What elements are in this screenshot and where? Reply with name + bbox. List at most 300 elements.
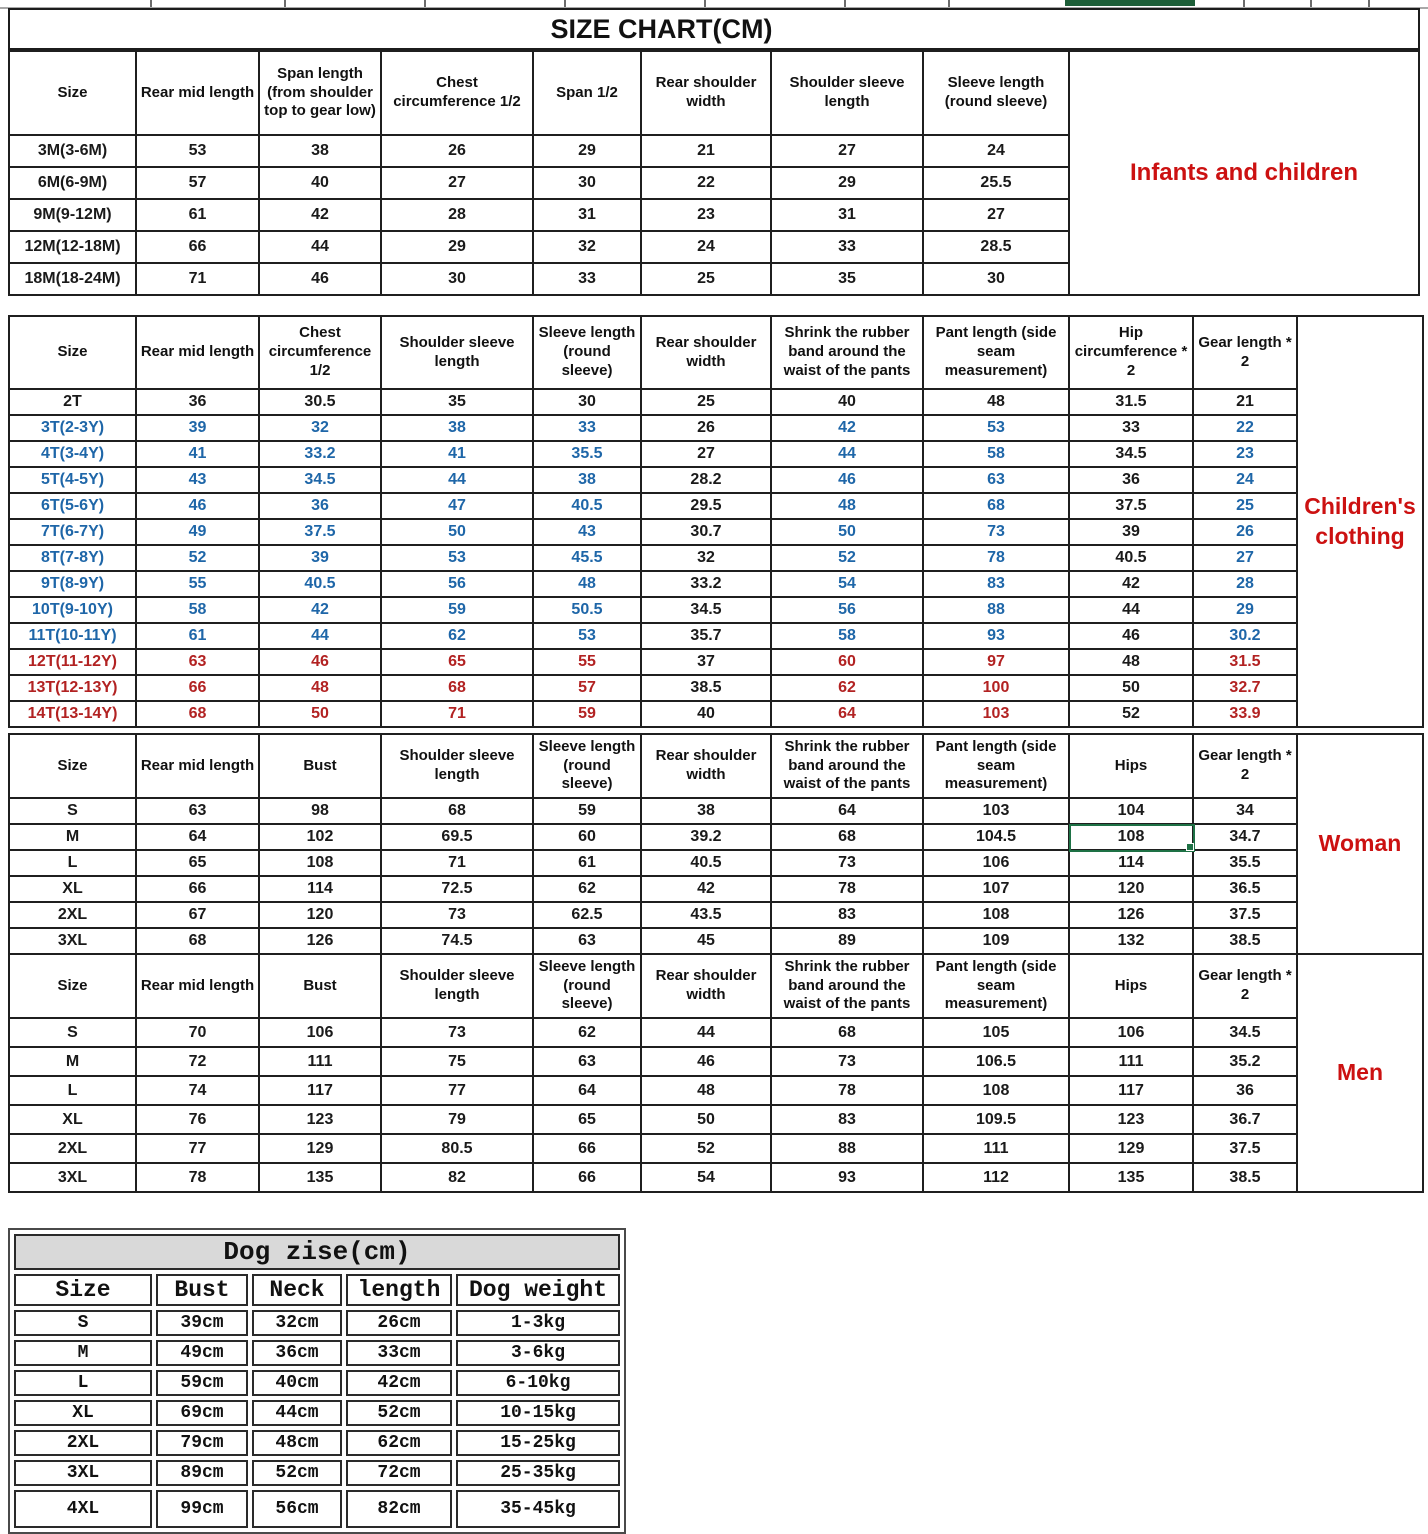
value-cell: 62 <box>382 624 534 650</box>
value-cell: 37.5 <box>1194 1135 1298 1164</box>
column-header: Shoulder sleeve length <box>382 735 534 799</box>
value-cell: 83 <box>924 572 1070 598</box>
value-cell: 88 <box>924 598 1070 624</box>
value-cell: 54 <box>642 1164 772 1193</box>
value-cell: 108 <box>924 1077 1070 1106</box>
value-cell: 107 <box>924 877 1070 903</box>
value-cell: 63 <box>137 799 260 825</box>
column-header: Pant length (side seam measurement) <box>924 955 1070 1019</box>
column-header: Sleeve length (round sleeve) <box>534 735 642 799</box>
table-row <box>10 650 1298 676</box>
value-cell: 104 <box>1070 799 1194 825</box>
value-cell: 34.5 <box>1070 442 1194 468</box>
value-cell: 103 <box>924 702 1070 728</box>
table-row <box>10 168 1070 200</box>
value-cell: 103 <box>924 799 1070 825</box>
value-cell: 32 <box>260 416 382 442</box>
value-cell: 48 <box>772 494 924 520</box>
value-cell: 22 <box>1194 416 1298 442</box>
value-cell: 42 <box>642 877 772 903</box>
size-cell: 6T(5-6Y) <box>10 494 137 520</box>
value-cell: 10-15kg <box>456 1400 620 1426</box>
value-cell: 79cm <box>156 1430 248 1456</box>
value-cell: 23 <box>1194 442 1298 468</box>
size-cell: 9T(8-9Y) <box>10 572 137 598</box>
value-cell: 64 <box>772 799 924 825</box>
value-cell: 129 <box>260 1135 382 1164</box>
column-header: Pant length (side seam measurement) <box>924 317 1070 390</box>
value-cell: 68 <box>137 929 260 955</box>
value-cell: 48 <box>924 390 1070 416</box>
selection-highlight-bar <box>1065 0 1195 6</box>
value-cell: 15-25kg <box>456 1430 620 1456</box>
column-header: Rear mid length <box>137 52 260 136</box>
adults-labels <box>1298 733 1424 1193</box>
value-cell: 83 <box>772 903 924 929</box>
gridline-tick <box>150 0 152 7</box>
table-row <box>14 1490 620 1528</box>
size-cell: 2XL <box>10 903 137 929</box>
value-cell: 39 <box>260 546 382 572</box>
table-row <box>10 136 1070 168</box>
value-cell: 114 <box>1070 851 1194 877</box>
table-row <box>10 929 1298 955</box>
value-cell: 40 <box>772 390 924 416</box>
value-cell: 66 <box>534 1164 642 1193</box>
column-header: Size <box>10 735 137 799</box>
value-cell: 36 <box>137 390 260 416</box>
value-cell: 44 <box>1070 598 1194 624</box>
value-cell: 37.5 <box>260 520 382 546</box>
table-row <box>10 624 1298 650</box>
value-cell: 109 <box>924 929 1070 955</box>
value-cell: 46 <box>1070 624 1194 650</box>
header-row <box>10 52 1070 136</box>
column-header: Span 1/2 <box>534 52 642 136</box>
size-cell: XL <box>14 1400 152 1426</box>
value-cell: 57 <box>534 676 642 702</box>
value-cell: 50.5 <box>534 598 642 624</box>
value-cell: 52 <box>642 1135 772 1164</box>
value-cell: 46 <box>772 468 924 494</box>
value-cell: 33 <box>534 416 642 442</box>
size-cell: 11T(10-11Y) <box>10 624 137 650</box>
value-cell: 106.5 <box>924 1048 1070 1077</box>
value-cell: 31.5 <box>1070 390 1194 416</box>
value-cell: 64 <box>772 702 924 728</box>
size-cell: 12T(11-12Y) <box>10 650 137 676</box>
value-cell: 25 <box>642 390 772 416</box>
value-cell: 32 <box>534 232 642 264</box>
value-cell: 62cm <box>346 1430 452 1456</box>
value-cell: 75 <box>382 1048 534 1077</box>
value-cell: 23 <box>642 200 772 232</box>
value-cell: 73 <box>924 520 1070 546</box>
woman-label <box>1296 733 1424 955</box>
value-cell: 61 <box>137 200 260 232</box>
value-cell: 66 <box>137 877 260 903</box>
value-cell: 108 <box>260 851 382 877</box>
value-cell: 68 <box>772 825 924 851</box>
children-label <box>1296 315 1424 728</box>
value-cell: 36.5 <box>1194 877 1298 903</box>
value-cell: 46 <box>137 494 260 520</box>
column-header: Rear mid length <box>137 955 260 1019</box>
value-cell: 80.5 <box>382 1135 534 1164</box>
value-cell: 135 <box>260 1164 382 1193</box>
value-cell: 73 <box>772 851 924 877</box>
value-cell: 41 <box>382 442 534 468</box>
value-cell: 72 <box>137 1048 260 1077</box>
table-row <box>10 1164 1298 1193</box>
value-cell: 59 <box>534 702 642 728</box>
value-cell: 65 <box>382 650 534 676</box>
value-cell: 21 <box>642 136 772 168</box>
value-cell: 26cm <box>346 1310 452 1336</box>
value-cell: 65 <box>137 851 260 877</box>
column-header: Gear length * 2 <box>1194 735 1298 799</box>
table-row <box>14 1400 620 1426</box>
value-cell: 21 <box>1194 390 1298 416</box>
column-header: Dog weight <box>456 1274 620 1306</box>
value-cell: 44 <box>260 232 382 264</box>
value-cell: 49 <box>137 520 260 546</box>
column-header: Chest circumference 1/2 <box>260 317 382 390</box>
value-cell: 45.5 <box>534 546 642 572</box>
gridline-tick <box>1310 0 1312 7</box>
value-cell: 44 <box>260 624 382 650</box>
value-cell: 27 <box>642 442 772 468</box>
value-cell: 58 <box>137 598 260 624</box>
table-row <box>10 1019 1298 1048</box>
table-row <box>10 520 1298 546</box>
value-cell: 105 <box>924 1019 1070 1048</box>
value-cell: 50 <box>772 520 924 546</box>
value-cell: 55 <box>137 572 260 598</box>
value-cell: 38 <box>260 136 382 168</box>
column-header: Hips <box>1070 735 1194 799</box>
gridline-tick <box>564 0 566 7</box>
value-cell: 43 <box>534 520 642 546</box>
value-cell: 70 <box>137 1019 260 1048</box>
value-cell: 102 <box>260 825 382 851</box>
value-cell: 44 <box>382 468 534 494</box>
size-cell: 3T(2-3Y) <box>10 416 137 442</box>
value-cell: 56 <box>382 572 534 598</box>
value-cell: 64 <box>137 825 260 851</box>
value-cell: 38 <box>642 799 772 825</box>
table-row <box>10 232 1070 264</box>
value-cell: 34.5 <box>642 598 772 624</box>
value-cell: 48cm <box>252 1430 342 1456</box>
chart-title-box <box>8 8 1420 50</box>
value-cell: 35.5 <box>1194 851 1298 877</box>
value-cell: 53 <box>137 136 260 168</box>
value-cell: 36cm <box>252 1340 342 1366</box>
value-cell: 25.5 <box>924 168 1070 200</box>
size-cell: 4XL <box>14 1490 152 1528</box>
value-cell: 36 <box>1070 468 1194 494</box>
value-cell: 98 <box>260 799 382 825</box>
value-cell: 42 <box>772 416 924 442</box>
value-cell: 34.5 <box>260 468 382 494</box>
size-cell: 6M(6-9M) <box>10 168 137 200</box>
value-cell: 39.2 <box>642 825 772 851</box>
value-cell: 77 <box>137 1135 260 1164</box>
dog-section <box>8 1228 626 1534</box>
infants-label <box>1068 50 1420 296</box>
value-cell: 71 <box>137 264 260 296</box>
size-cell: 2T <box>10 390 137 416</box>
value-cell: 65 <box>534 1106 642 1135</box>
value-cell: 56 <box>772 598 924 624</box>
column-header: Gear length * 2 <box>1194 955 1298 1019</box>
size-cell: M <box>14 1340 152 1366</box>
value-cell: 33 <box>1070 416 1194 442</box>
woman-size-table <box>8 733 1298 955</box>
value-cell: 100 <box>924 676 1070 702</box>
value-cell: 60 <box>534 825 642 851</box>
value-cell: 33 <box>772 232 924 264</box>
value-cell: 24 <box>1194 468 1298 494</box>
value-cell: 78 <box>137 1164 260 1193</box>
value-cell: 38.5 <box>1194 1164 1298 1193</box>
value-cell: 40.5 <box>260 572 382 598</box>
value-cell: 77 <box>382 1077 534 1106</box>
column-header: Rear mid length <box>137 317 260 390</box>
value-cell: 29.5 <box>642 494 772 520</box>
table-row <box>14 1370 620 1396</box>
value-cell: 28 <box>382 200 534 232</box>
value-cell: 58 <box>772 624 924 650</box>
value-cell: 32 <box>642 546 772 572</box>
active-cell: 108 <box>1070 825 1194 851</box>
column-header: Chest circumference 1/2 <box>382 52 534 136</box>
column-header: Shrink the rubber band around the waist of the pants <box>772 317 924 390</box>
column-header: Span length (from shoulder top to gear low) <box>260 52 382 136</box>
column-header: Rear shoulder width <box>642 317 772 390</box>
value-cell: 30.5 <box>260 390 382 416</box>
table-row <box>10 877 1298 903</box>
value-cell: 36 <box>260 494 382 520</box>
value-cell: 74.5 <box>382 929 534 955</box>
table-row <box>10 200 1070 232</box>
infants-size-table <box>8 50 1070 296</box>
value-cell: 53 <box>534 624 642 650</box>
value-cell: 68 <box>137 702 260 728</box>
value-cell: 46 <box>260 650 382 676</box>
value-cell: 52 <box>137 546 260 572</box>
table-row <box>14 1340 620 1366</box>
table-row <box>10 494 1298 520</box>
table-row <box>10 1077 1298 1106</box>
value-cell: 108 <box>924 903 1070 929</box>
table-row <box>10 903 1298 929</box>
value-cell: 27 <box>924 200 1070 232</box>
value-cell: 30.7 <box>642 520 772 546</box>
value-cell: 67 <box>137 903 260 929</box>
value-cell: 104.5 <box>924 825 1070 851</box>
value-cell: 24 <box>642 232 772 264</box>
size-cell: M <box>10 1048 137 1077</box>
value-cell: 36 <box>1194 1077 1298 1106</box>
value-cell: 66 <box>137 232 260 264</box>
men-label <box>1296 953 1424 1193</box>
value-cell: 39 <box>1070 520 1194 546</box>
value-cell: 66 <box>534 1135 642 1164</box>
header-row <box>10 317 1298 390</box>
value-cell: 48 <box>1070 650 1194 676</box>
value-cell: 89cm <box>156 1460 248 1486</box>
value-cell: 53 <box>382 546 534 572</box>
table-row <box>10 546 1298 572</box>
value-cell: 26 <box>642 416 772 442</box>
column-header: Rear mid length <box>137 735 260 799</box>
column-header: Shrink the rubber band around the waist of the pants <box>772 955 924 1019</box>
gridline-tick <box>424 0 426 7</box>
adults-tables <box>8 733 1298 1193</box>
value-cell: 29 <box>382 232 534 264</box>
value-cell: 62 <box>534 1019 642 1048</box>
column-header: Shoulder sleeve length <box>772 52 924 136</box>
column-header: Shoulder sleeve length <box>382 955 534 1019</box>
value-cell: 82 <box>382 1164 534 1193</box>
value-cell: 117 <box>260 1077 382 1106</box>
value-cell: 46 <box>260 264 382 296</box>
value-cell: 111 <box>924 1135 1070 1164</box>
size-cell: L <box>10 1077 137 1106</box>
size-cell: S <box>10 799 137 825</box>
value-cell: 39cm <box>156 1310 248 1336</box>
table-row <box>10 572 1298 598</box>
gridline-tick <box>844 0 846 7</box>
value-cell: 35.5 <box>534 442 642 468</box>
size-cell: 3M(3-6M) <box>10 136 137 168</box>
size-cell: 9M(9-12M) <box>10 200 137 232</box>
value-cell: 42cm <box>346 1370 452 1396</box>
column-header: Pant length (side seam measurement) <box>924 735 1070 799</box>
infants-label-text: Infants and children <box>1129 159 1359 187</box>
value-cell: 63 <box>924 468 1070 494</box>
column-header: Rear shoulder width <box>642 735 772 799</box>
size-cell: 4T(3-4Y) <box>10 442 137 468</box>
table-row <box>14 1310 620 1336</box>
value-cell: 33.9 <box>1194 702 1298 728</box>
value-cell: 63 <box>137 650 260 676</box>
size-cell: 10T(9-10Y) <box>10 598 137 624</box>
value-cell: 47 <box>382 494 534 520</box>
value-cell: 59 <box>534 799 642 825</box>
value-cell: 93 <box>772 1164 924 1193</box>
value-cell: 83 <box>772 1106 924 1135</box>
value-cell: 49cm <box>156 1340 248 1366</box>
column-header: Bust <box>260 735 382 799</box>
value-cell: 33 <box>534 264 642 296</box>
value-cell: 73 <box>382 1019 534 1048</box>
value-cell: 40 <box>260 168 382 200</box>
value-cell: 66 <box>137 676 260 702</box>
value-cell: 27 <box>772 136 924 168</box>
value-cell: 68 <box>924 494 1070 520</box>
value-cell: 43 <box>137 468 260 494</box>
value-cell: 50 <box>260 702 382 728</box>
size-cell: XL <box>10 877 137 903</box>
value-cell: 97 <box>924 650 1070 676</box>
size-cell: 7T(6-7Y) <box>10 520 137 546</box>
value-cell: 106 <box>1070 1019 1194 1048</box>
value-cell: 34.7 <box>1194 825 1298 851</box>
value-cell: 30 <box>534 168 642 200</box>
size-cell: 12M(12-18M) <box>10 232 137 264</box>
column-header: Hips <box>1070 955 1194 1019</box>
value-cell: 42 <box>260 200 382 232</box>
table-row <box>10 799 1298 825</box>
page-title: SIZE CHART(CM) <box>550 13 773 44</box>
column-header: Size <box>14 1274 152 1306</box>
value-cell: 123 <box>260 1106 382 1135</box>
value-cell: 78 <box>772 1077 924 1106</box>
children-size-table <box>8 315 1298 728</box>
value-cell: 62.5 <box>534 903 642 929</box>
value-cell: 60 <box>772 650 924 676</box>
column-header: Sleeve length (round sleeve) <box>534 317 642 390</box>
value-cell: 25-35kg <box>456 1460 620 1486</box>
value-cell: 106 <box>260 1019 382 1048</box>
value-cell: 99cm <box>156 1490 248 1528</box>
value-cell: 109.5 <box>924 1106 1070 1135</box>
value-cell: 59cm <box>156 1370 248 1396</box>
value-cell: 50 <box>642 1106 772 1135</box>
value-cell: 33.2 <box>260 442 382 468</box>
value-cell: 43.5 <box>642 903 772 929</box>
table-row <box>10 1135 1298 1164</box>
value-cell: 88 <box>772 1135 924 1164</box>
value-cell: 69.5 <box>382 825 534 851</box>
value-cell: 1-3kg <box>456 1310 620 1336</box>
value-cell: 35 <box>772 264 924 296</box>
size-cell: 13T(12-13Y) <box>10 676 137 702</box>
children-section <box>8 315 1424 728</box>
column-header: Rear shoulder width <box>642 52 772 136</box>
value-cell: 89 <box>772 929 924 955</box>
table-row <box>10 390 1298 416</box>
size-cell: 5T(4-5Y) <box>10 468 137 494</box>
value-cell: 28.2 <box>642 468 772 494</box>
table-row <box>14 1430 620 1456</box>
children-label-text: Children's clothing <box>1304 492 1416 549</box>
value-cell: 30 <box>534 390 642 416</box>
value-cell: 22 <box>642 168 772 200</box>
value-cell: 68 <box>382 676 534 702</box>
header-row <box>10 955 1298 1019</box>
gridline-tick <box>1368 0 1370 7</box>
value-cell: 64 <box>534 1077 642 1106</box>
size-cell: 14T(13-14Y) <box>10 702 137 728</box>
value-cell: 30 <box>382 264 534 296</box>
value-cell: 37.5 <box>1194 903 1298 929</box>
value-cell: 72cm <box>346 1460 452 1486</box>
size-cell: 3XL <box>10 1164 137 1193</box>
value-cell: 28 <box>1194 572 1298 598</box>
column-header: Size <box>10 317 137 390</box>
value-cell: 71 <box>382 702 534 728</box>
value-cell: 63 <box>534 1048 642 1077</box>
value-cell: 40.5 <box>642 851 772 877</box>
gridline-tick <box>948 0 950 7</box>
value-cell: 33.2 <box>642 572 772 598</box>
value-cell: 24 <box>924 136 1070 168</box>
value-cell: 79 <box>382 1106 534 1135</box>
